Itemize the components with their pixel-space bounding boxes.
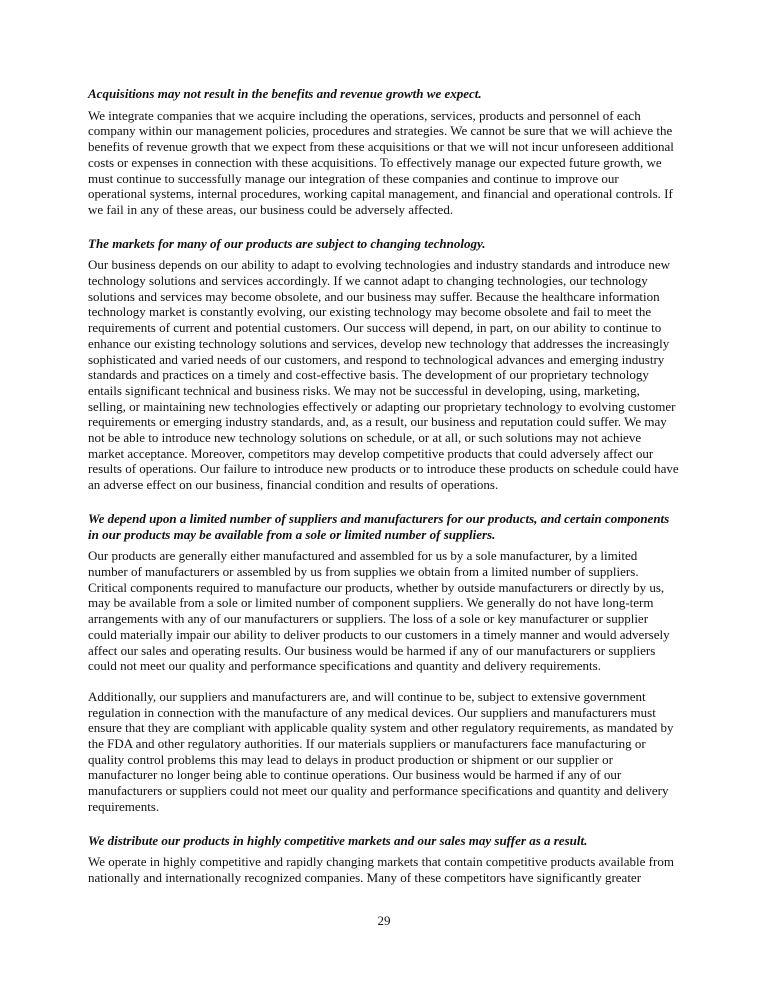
text-line: sophisticated and varied needs of our customers, and respond to technological advances and emerging industry <box>88 351 665 367</box>
section-heading: We distribute our products in highly competitive markets and our sales may suffer as a result. <box>88 832 588 848</box>
text-line: requirements of current and potential customers. Our success will depend, in part, on our ability to continue to <box>88 320 662 336</box>
heading-line: in our products may be available from a sole or limited number of suppliers. <box>88 526 496 542</box>
section-competitive-markets <box>88 833 688 886</box>
text-line: regulation in connection with the manufacture of any medical devices. Our suppliers and manufacturers must <box>88 704 656 720</box>
text-line: not be able to introduce new technology solutions on schedule, or at all, or such solutions may not achieve <box>88 430 642 446</box>
section-acquisitions <box>88 86 688 236</box>
text-line: manufacturer no longer being able to continue operations. Our business would be harmed if any of our <box>88 767 622 783</box>
spacer <box>88 218 688 236</box>
text-line: nationally and internationally recognized companies. Many of these competitors have significantly greater <box>88 869 642 885</box>
section-heading: The markets for many of our products are subject to changing technology. <box>88 235 486 251</box>
page-number: 29 <box>377 913 391 928</box>
text-line: technology market is constantly evolving, our existing technology may become obsolete and fail to meet the <box>88 304 652 320</box>
text-line: an adverse effect on our business, financial condition and results of operations. <box>88 477 499 493</box>
section-heading <box>88 511 688 542</box>
text-line: could materially impair our ability to deliver products to our customers in a timely manner and would adversely <box>88 626 670 642</box>
paragraph <box>88 854 688 885</box>
text-line: ensure that they are compliant with applicable quality system and other regulatory requirements, as mandated by <box>88 720 674 736</box>
text-line: could not meet our quality and performance specifications and quantity and delivery requirements. <box>88 658 601 674</box>
paragraph <box>88 108 688 218</box>
text-line: benefits of revenue growth that we expect from these acquisitions or that we will not incur unforeseen additional <box>88 139 674 155</box>
text-line: requirements or emerging industry standards, and, as a result, our business and reputation could suffer. We may <box>88 414 667 430</box>
text-line: Additionally, our suppliers and manufacturers are, and will continue to be, subject to extensive government <box>88 688 646 704</box>
section-heading: Acquisitions may not result in the benefits and revenue growth we expect. <box>88 86 482 101</box>
paragraph <box>88 257 688 493</box>
text-line: number of manufacturers or assembled by us from supplies we obtain from a limited number of suppliers. <box>88 563 639 579</box>
text-line: may be available from a sole or limited number of component suppliers. We generally do not have long-term <box>88 595 654 611</box>
text-line: quality control problems this may lead to delays in product production or shipment or our supplier or <box>88 751 613 767</box>
text-line: manufacturers or suppliers could not meet our quality and performance specifications and quantity and delivery <box>88 783 669 799</box>
text-line: company within our management policies, procedures and strategies. We cannot be sure that we will achieve the <box>88 123 673 139</box>
text-line: We integrate companies that we acquire including the operations, services, products and personnel of each <box>88 107 641 123</box>
heading-line: We depend upon a limited number of suppliers and manufacturers for our products, and certain components <box>88 510 670 526</box>
paragraph <box>88 689 688 815</box>
text-line: costs or expenses in connection with these acquisitions. To effectively manage our expected future growth, we <box>88 154 662 170</box>
text-line: operational systems, internal procedures, working capital management, and financial and operational controls. If <box>88 186 673 202</box>
document-page <box>88 86 688 886</box>
text-line: results of operations. Our failure to introduce new products or to introduce these products on schedule could have <box>88 461 679 477</box>
text-line: We operate in highly competitive and rapidly changing markets that contain competitive products available from <box>88 854 674 870</box>
text-line: Critical components required to manufacture our products, whether by outside manufacturers or directly by us, <box>88 579 665 595</box>
text-line: Our products are generally either manufactured and assembled for us by a sole manufacturer, by a limited <box>88 548 638 564</box>
text-line: affect our sales and operating results. Our business would be harmed if any of our manufacturers or suppliers <box>88 642 656 658</box>
text-line: market acceptance. Moreover, competitors may develop competitive products that could adversely affect our <box>88 445 654 461</box>
spacer <box>88 674 688 689</box>
text-line: solutions and services may become obsolete, and our business may suffer. Because the healthcare information <box>88 288 660 304</box>
text-line: enhance our existing technology solutions and services, develop new technology that addresses the increasingly <box>88 335 670 351</box>
text-line: the FDA and other regulatory authorities. If our materials suppliers or manufacturers face manufacturing or <box>88 736 646 752</box>
text-line: technology solutions and services accordingly. If we cannot adapt to changing technologies, our technology <box>88 273 648 289</box>
section-suppliers <box>88 511 688 833</box>
spacer <box>88 815 688 833</box>
text-line: arrangements with any of our manufacturers or suppliers. The loss of a sole or key manufacturer or supplier <box>88 611 649 627</box>
text-line: selling, or maintaining new technologies effectively or adapting our proprietary technology to evolving customer <box>88 398 676 414</box>
text-line: we fail in any of these areas, our business could be adversely affected. <box>88 201 454 217</box>
text-line: must continue to successfully manage our integration of these companies and continue to improve our <box>88 170 619 186</box>
text-line: standards and practices on a timely and cost-effective basis. The development of our proprietary technology <box>88 367 649 383</box>
spacer <box>88 493 688 511</box>
text-line: Our business depends on our ability to adapt to evolving technologies and industry standards and introduce new <box>88 257 670 273</box>
section-changing-technology <box>88 236 688 511</box>
text-line: requirements. <box>88 798 160 814</box>
paragraph <box>88 548 688 674</box>
text-line: entails significant technical and business risks. We may not be successful in developing, using, marketing, <box>88 382 640 398</box>
